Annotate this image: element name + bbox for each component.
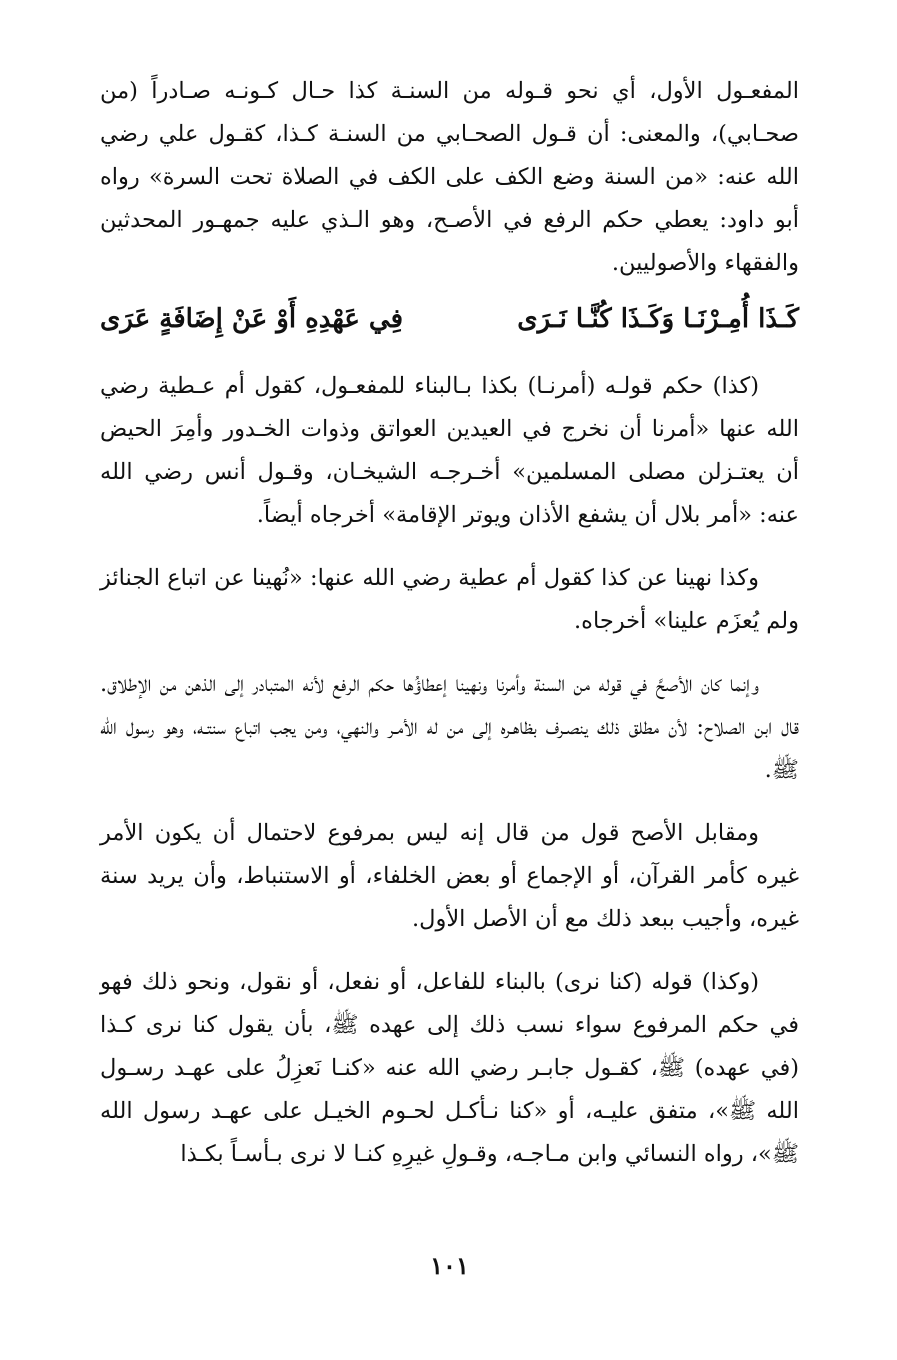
verse-left-hemistich: فِي عَهْدِهِ أَوْ عَنْ إِضَافَةٍ عَرَى — [100, 304, 404, 334]
page-body — [100, 70, 799, 1280]
paragraph-intro: المفعـول الأول، أي نحو قـوله من السنـة كذا حـال كـونـه صـادراً (من صحـابي)، والمعنى: أن قـول الصحـابي من السنـة كـذا، كقـول علي رضي الله عنه: «من السنة وضع الكف على الكف في الصلاة تحت السرة» رواه أبو داود: يعطي حكم الرفع في الأصـح، وهو الـذي عليه جمهـور المحدثين والفقهاء والأصوليين. — [100, 78, 799, 276]
paragraph-nuhina: وكذا نهينا عن كذا كقول أم عطية رضي الله عنها: «نُهينا عن اتباع الجنائز ولم يُعزَم علينا» أخرجاه. — [100, 565, 799, 634]
paragraph-muqabil: ومقابل الأصح قول من قال إنه ليس بمرفوع لاحتمال أن يكون الأمر غيره كأمر القرآن، أو الإجماع أو بعض الخلفاء، أو الاستنباط، وأن يريد سنة غيره، وأجيب ببعد ذلك مع أن الأصل الأول. — [100, 820, 799, 932]
paragraph-asah: وإنما كان الأصحَّ في قوله من السنة وأمرنا ونهينا إعطاؤُها حكم الرفع لأنه المتبادر إلى الذهن من الإطلاق. قال ابن الصلاح: لأن مطلق ذلك ينصـرف بظاهـره إلى من له الأمـر والنهي، ومن يجب اتباع سنتـه، وهو رسول الله ﷺ. — [100, 671, 799, 783]
verse-right-hemistich: كَـذَا أُمِـرْنَـا وَكَـذَا كُنَّـا نَـرَى — [517, 304, 799, 334]
page-number: ١٠١ — [430, 1251, 469, 1280]
verse-line — [100, 297, 799, 341]
paragraph-amirna: (كذا) حكم قولـه (أمرنـا) بكذا بـالبناء للمفعـول، كقول أم عـطية رضي الله عنها «أمرنا أن نخرج في العيدين العواتق وذوات الخـدور وأمِرَ الحيض أن يعتـزلن مصلى المسلمين» أخـرجـه الشيخـان، وقـول أنس رضي الله عنه: «أمر بلال أن يشفع الأذان ويوتر الإقامة» أخرجاه أيضاً. — [100, 373, 799, 528]
paragraph-kunna-nara: (وكذا) قوله (كنا نرى) بالبناء للفاعل، أو نفعل، أو نقول، ونحو ذلك فهو في حكم المرفوع سواء نسب ذلك إلى عهده ﷺ، بأن يقول كنا نرى كـذا (في عهده) ﷺ، كقـول جابـر رضي الله عنه «كنـا نَعزِلُ على عهـد رسـول الله ﷺ»، متفق عليـه، أو «كنا نـأكـل لحـوم الخيـل على عهـد رسول الله ﷺ»، رواه النسائي وابن مـاجـه، وقـولِ غيرِهِ كنـا لا نرى بـأسـاً بكـذا — [100, 969, 799, 1167]
